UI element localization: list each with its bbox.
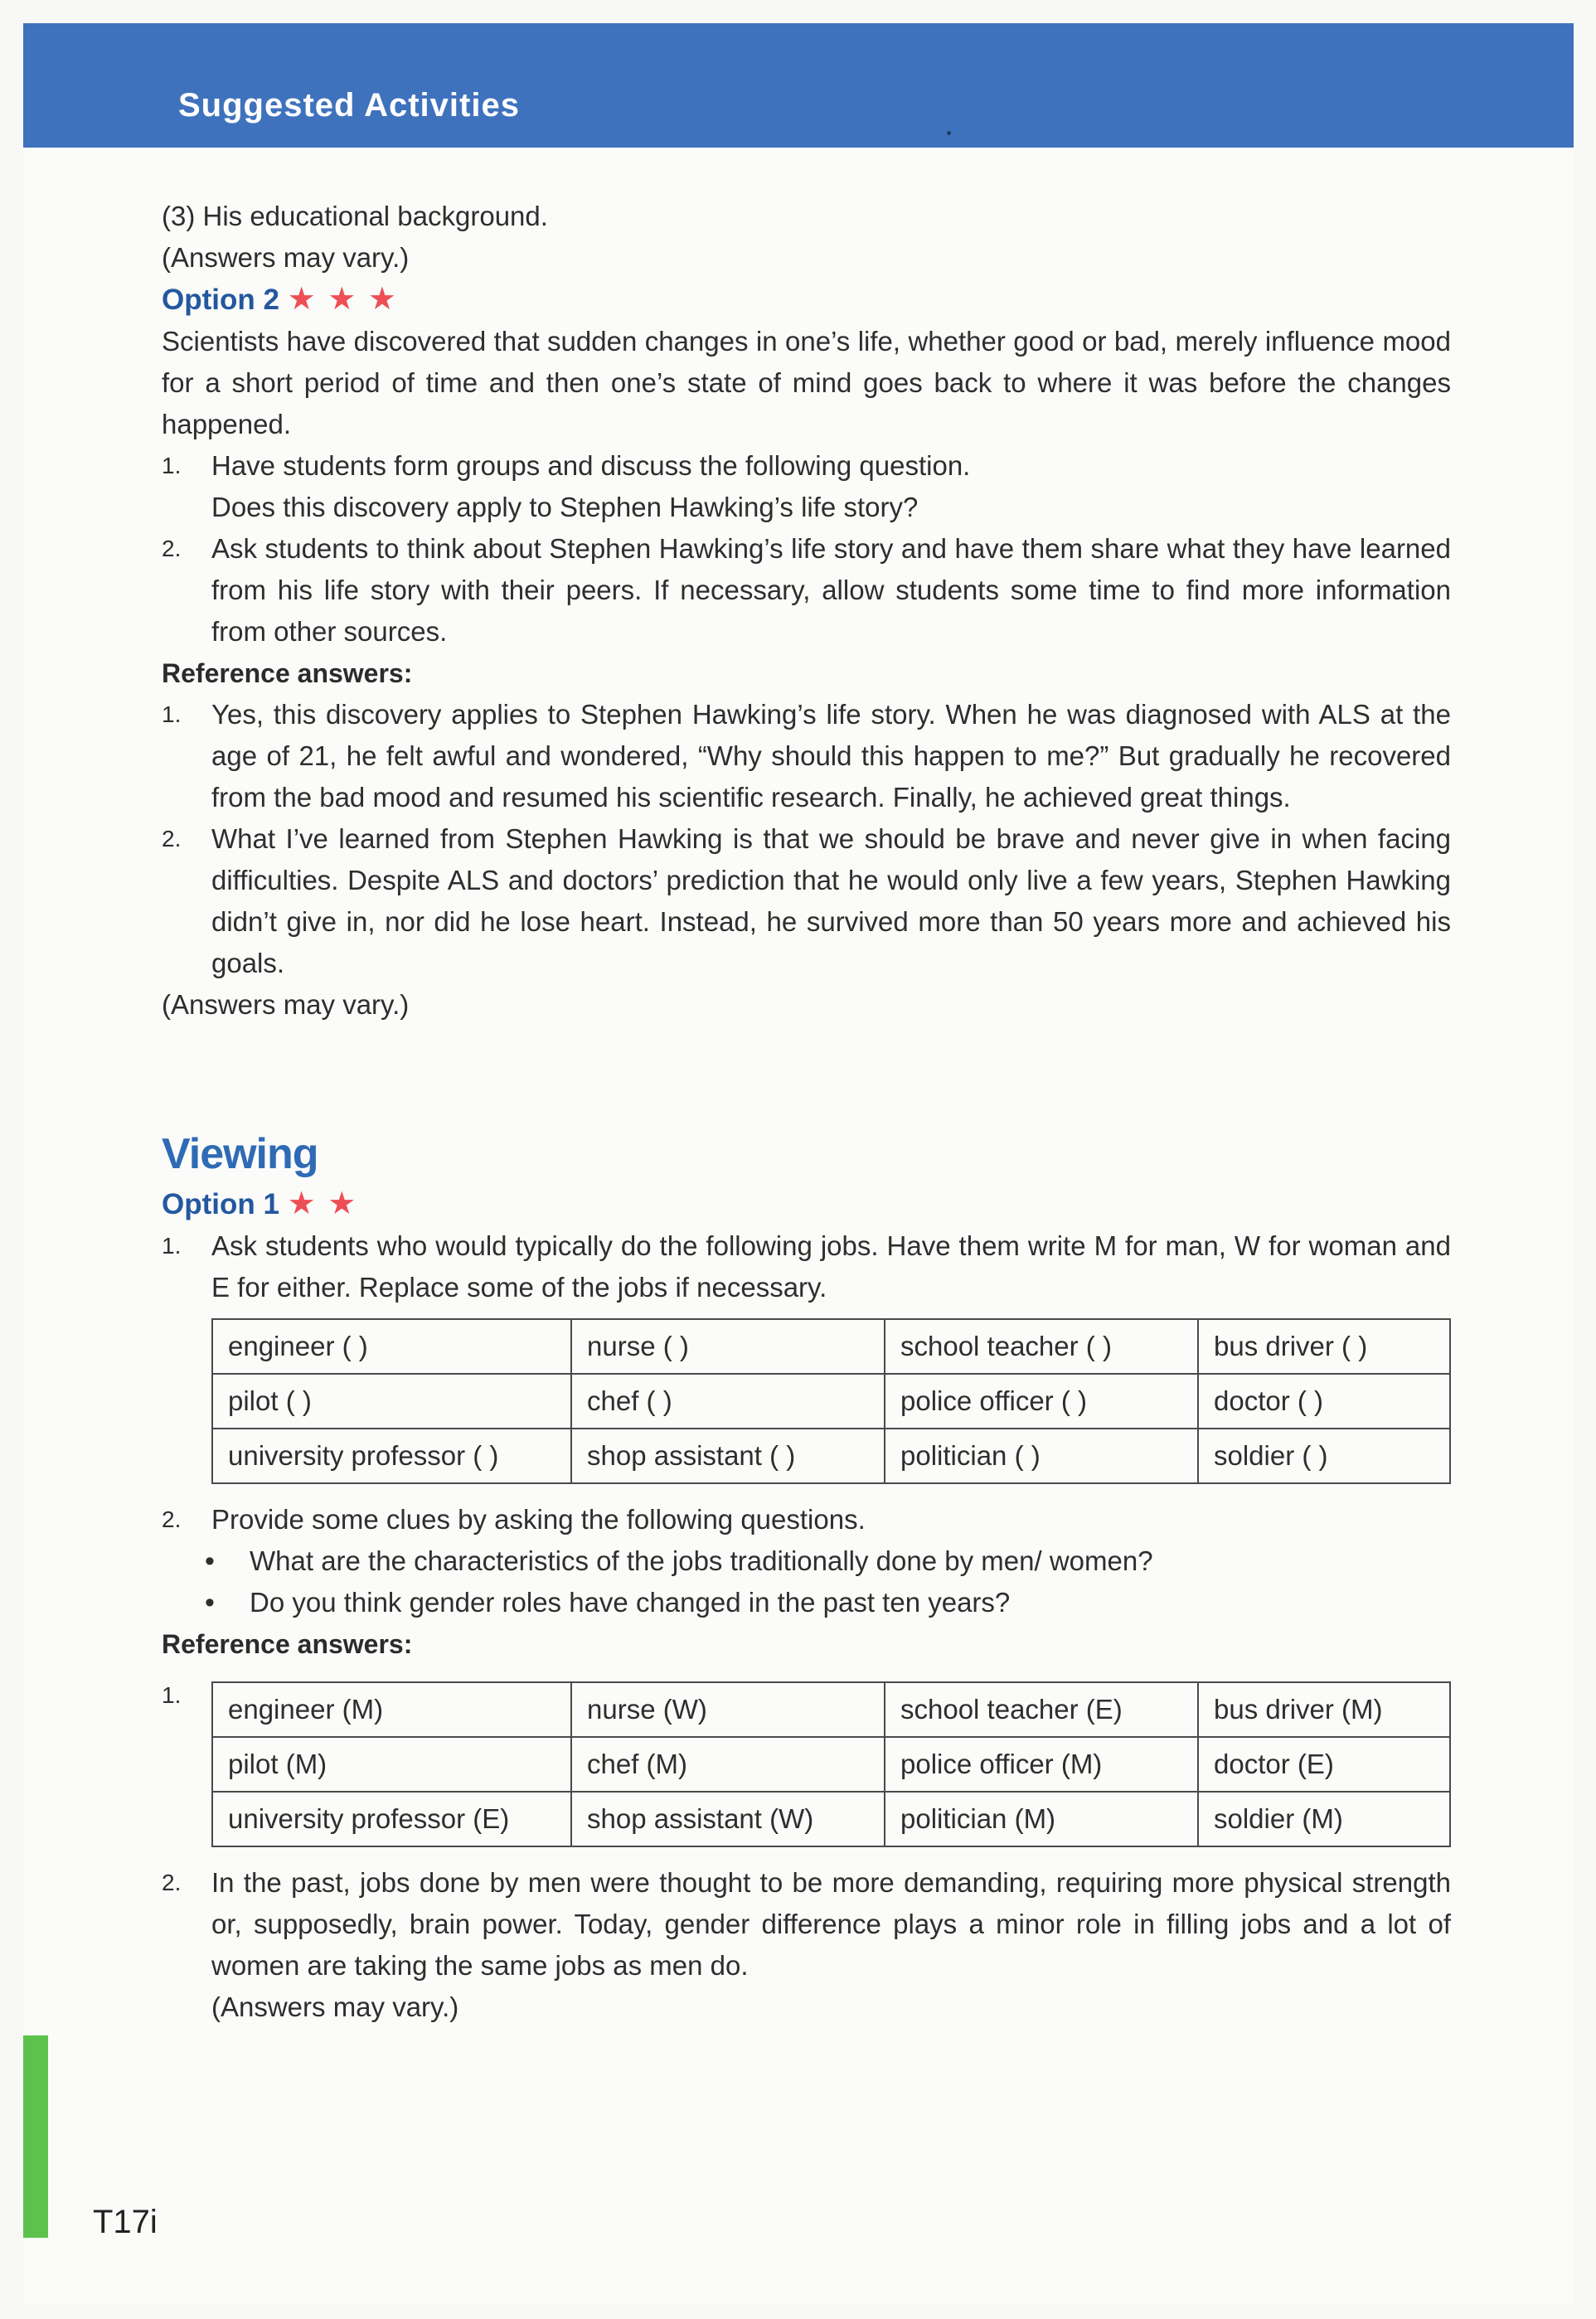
- intro-line-1: (3) His educational background.: [162, 201, 548, 231]
- difficulty-stars: ★ ★: [287, 1186, 358, 1221]
- list-item: • Do you think gender roles have changed in the past ten years?: [205, 1582, 1451, 1623]
- jobs-blank-table: [211, 1318, 1451, 1484]
- option2-heading: [162, 279, 1451, 321]
- answer-number: 1.: [162, 1682, 182, 1708]
- table-row: engineer (M) nurse (W) school teacher (E) bus driver (M): [212, 1682, 1450, 1737]
- page-number: T17i: [93, 2204, 158, 2240]
- reference-answers-heading: Reference answers:: [162, 658, 413, 688]
- main-content: [162, 196, 1451, 2028]
- table-row: pilot (M) chef (M) police officer (M) doctor (E): [212, 1737, 1450, 1792]
- list-item: 2. What I’ve learned from Stephen Hawking is that we should be brave and never give in when facing difficulties. Despite ALS and doctors’ prediction that he would only live a few years, Stephen Hawking didn’t give in, nor did he lose heart. Instead, he survived more than 50 years more and achieved his goals.: [162, 823, 1451, 978]
- list-item: 1. Ask students who would typically do the following jobs. Have them write M for man, W for woman and E for either. Replace some of the jobs if necessary.: [162, 1230, 1451, 1303]
- margin-accent-bar: [23, 2035, 48, 2238]
- option2-answers: [162, 694, 1451, 984]
- list-item: 2. Ask students to think about Stephen Hawking’s life story and have them share what they have learned from his life story with their peers. If necessary, allow students some time to find more information from other sources.: [162, 533, 1451, 647]
- table-row: pilot ( ) chef ( ) police officer ( ) doctor ( ): [212, 1374, 1450, 1429]
- section-title-viewing: Viewing: [162, 1130, 318, 1178]
- option1-heading: [162, 1183, 1451, 1225]
- option2-title: Option 2: [162, 284, 279, 316]
- reference-answers-heading: Reference answers:: [162, 1629, 413, 1659]
- answers-may-vary-note: (Answers may vary.): [211, 1992, 459, 2022]
- jobs-answer-table: [211, 1681, 1451, 1847]
- option2-paragraph: Scientists have discovered that sudden changes in one’s life, whether good or bad, merely influence mood for a short period of time and then one’s state of mind goes back to where it was before the changes happened.: [162, 326, 1451, 439]
- list-item: 1. Yes, this discovery applies to Stephen Hawking’s life story. When he was diagnosed with ALS at the age of 21, he felt awful and wondered, “Why should this happen to me?” But gradually he recovered from the bad mood and resumed his scientific research. Finally, he achieved great things.: [162, 699, 1451, 813]
- answer-table-block: [162, 1681, 1451, 1847]
- header-title: Suggested Activities: [178, 87, 520, 124]
- table-row: university professor ( ) shop assistant ( ) politician ( ) soldier ( ): [212, 1429, 1450, 1483]
- header-banner: [23, 23, 1574, 148]
- list-item: 2. Provide some clues by asking the following questions.: [162, 1504, 866, 1535]
- list-item: 2. In the past, jobs done by men were thought to be more demanding, requiring more physical strength or, supposedly, brain power. Today, gender difference plays a minor role in filling jobs and a lot of women are taking the same jobs as men do. (Answers may vary.): [162, 1867, 1451, 2022]
- answers-may-vary-note: (Answers may vary.): [162, 989, 410, 1020]
- viewing-instructions: [162, 1225, 1451, 1308]
- viewing-answers: [162, 1862, 1451, 2028]
- difficulty-stars: ★ ★ ★: [287, 282, 398, 317]
- viewing-instructions-2: [162, 1499, 1451, 1540]
- list-item: • What are the characteristics of the jobs traditionally done by men/ women?: [205, 1540, 1451, 1582]
- clue-questions: [162, 1540, 1451, 1623]
- option2-instructions: [162, 445, 1451, 653]
- header-dot: [947, 131, 951, 135]
- table-row: university professor (E) shop assistant (W) politician (M) soldier (M): [212, 1792, 1450, 1846]
- list-item: 1. Have students form groups and discuss the following question. Does this discovery apply to Stephen Hawking’s life story?: [162, 450, 971, 522]
- intro-line-2: (Answers may vary.): [162, 242, 410, 273]
- table-row: engineer ( ) nurse ( ) school teacher ( ) bus driver ( ): [212, 1319, 1450, 1374]
- option1-title: Option 1: [162, 1188, 279, 1220]
